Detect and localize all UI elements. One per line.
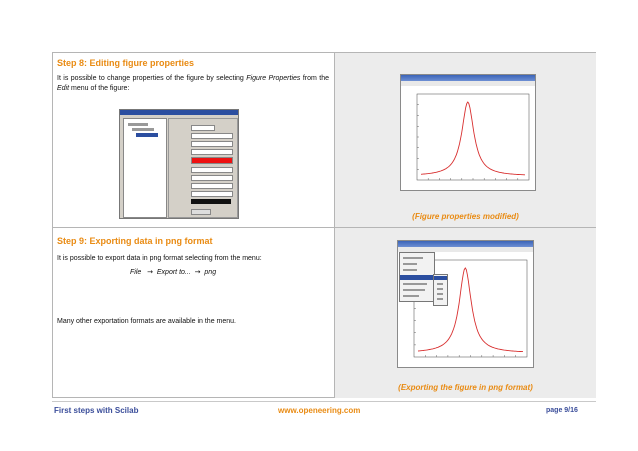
step8-text-part1: It is possible to change properties of the figure by selecting: [57, 75, 247, 82]
footer-title: First steps with Scilab: [54, 406, 139, 415]
menu-path: [130, 267, 216, 278]
step9-caption: (Exporting the figure in png format): [398, 383, 533, 392]
export-menu-item: [400, 275, 434, 280]
menu-path-png: png: [204, 269, 217, 276]
object-tree: [123, 118, 167, 218]
export-submenu: [433, 274, 448, 306]
footer-website-link[interactable]: www.openeering.com: [278, 406, 361, 415]
arrow-right-icon: →: [194, 268, 201, 276]
content-table: [52, 52, 596, 398]
step8-text-part2: from the: [300, 75, 329, 82]
properties-panel: [168, 118, 238, 218]
step8-text: [57, 74, 329, 94]
step8-text-part3: menu of the figure:: [69, 85, 130, 92]
scilab-graphic-window-1: [400, 74, 536, 191]
background-color-swatch: [191, 157, 233, 164]
menu-path-file: File: [130, 269, 142, 276]
foreground-color-swatch: [191, 199, 231, 204]
png-menu-item: [434, 276, 447, 280]
footer-page-number: page 9/16: [546, 407, 578, 414]
step9-heading: Step 9: Exporting data in png format: [57, 236, 213, 246]
dialog-titlebar: [120, 110, 238, 115]
step8-heading: Step 8: Editing figure properties: [57, 58, 195, 68]
step9-image-cell: [335, 228, 596, 398]
step8-text-italic1: Figure Properties: [246, 75, 301, 82]
scilab-graphic-window-2: [397, 240, 534, 368]
step8-text-italic2: Edit: [57, 85, 70, 92]
step8-caption: (Figure properties modified): [412, 212, 519, 221]
plot-area: [401, 86, 535, 190]
step8-image-cell: [335, 53, 596, 227]
file-menu-dropdown: [399, 252, 435, 302]
step9-text: It is possible to export data in png format selecting from the menu:: [57, 255, 262, 262]
step9-note: Many other exportation formats are available in the menu.: [57, 318, 236, 325]
arrow-right-icon: →: [147, 268, 153, 276]
menu-path-export: Export to...: [156, 269, 191, 276]
footer-divider: [52, 401, 596, 402]
figure-properties-screenshot: [119, 109, 239, 219]
